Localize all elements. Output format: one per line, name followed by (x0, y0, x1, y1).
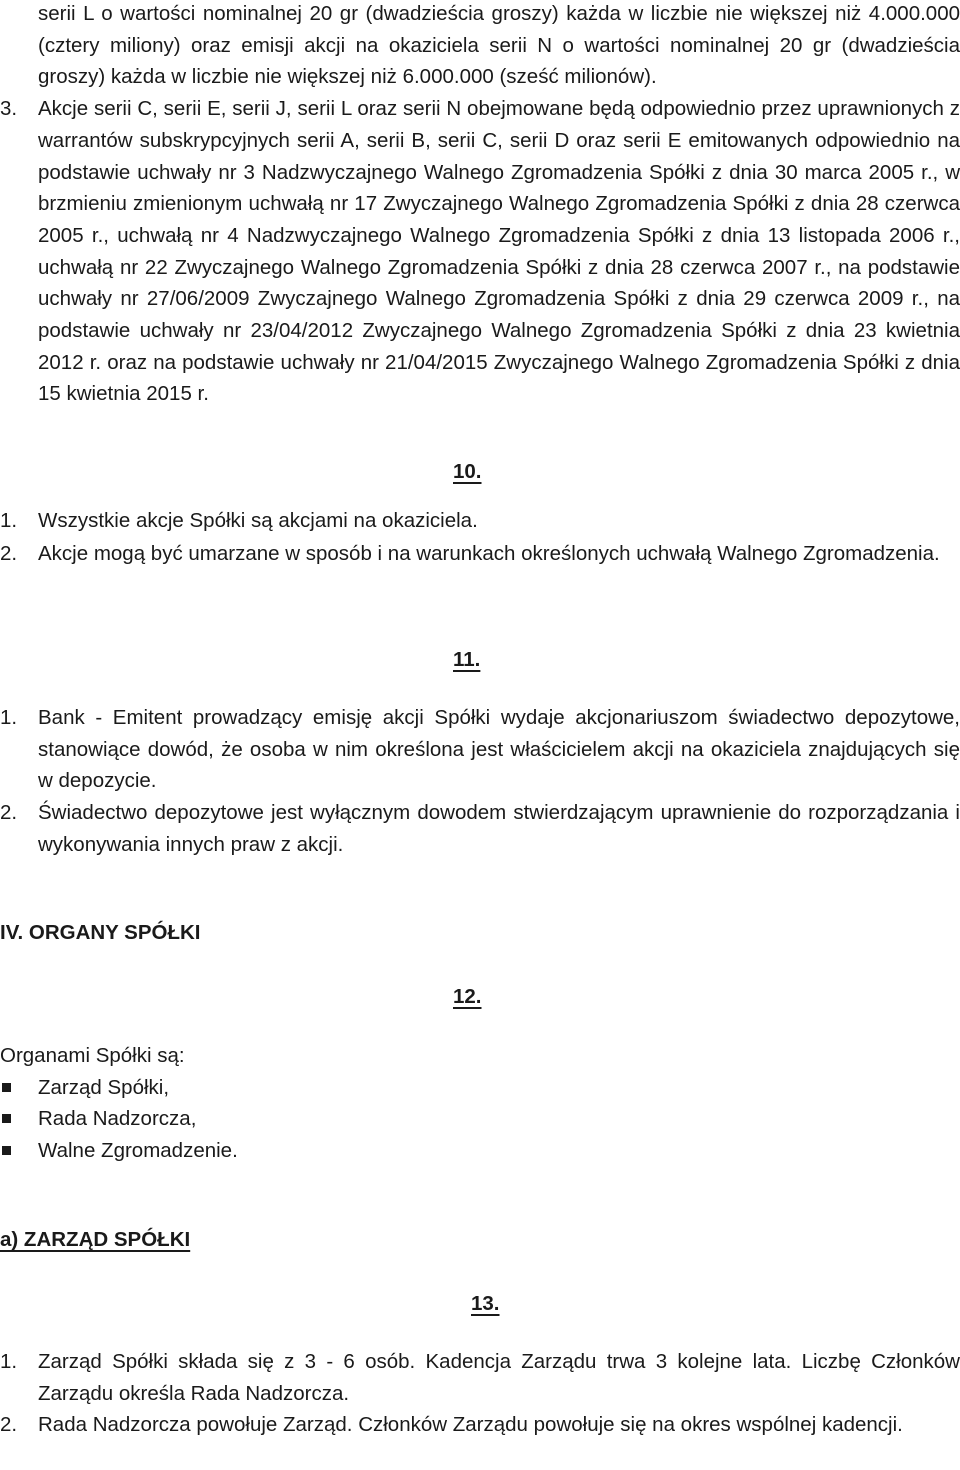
list-item (0, 538, 960, 570)
list-item (0, 702, 960, 797)
bullet-text: Zarząd Spółki, (38, 1075, 170, 1099)
organs-intro: Organami Spółki są: (0, 1044, 185, 1067)
item-number: 2. (0, 1413, 18, 1437)
section-9-continuation (0, 0, 960, 410)
paragraph-number-12: 12. (453, 985, 482, 1008)
square-bullet-icon (2, 1114, 11, 1123)
list-item (0, 93, 960, 410)
item-number: 3. (0, 97, 18, 121)
square-bullet-icon (2, 1146, 11, 1155)
paragraph-number-10: 10. (453, 460, 482, 483)
section-13-list (0, 1346, 960, 1441)
item-number: 1. (0, 1350, 18, 1373)
item-number: 1. (0, 509, 18, 532)
list-item (0, 505, 960, 537)
paragraph-continuation: serii L o wartości nominalnej 20 gr (dwadzieścia groszy) każda w liczbie nie większej niż 4.000.000 (cztery miliony) oraz emisji akcji na okaziciela serii N o wartości nominalnej 20 gr (dwadzieścia groszy) każda w liczbie nie większej niż 6.000.000 (sześć milionów). (38, 2, 960, 89)
item-number: 2. (0, 541, 18, 565)
bullet-text: Walne Zgromadzenie. (38, 1139, 238, 1163)
list-item (0, 1135, 960, 1167)
section-11-list (0, 702, 960, 861)
item-text: Akcje mogą być umarzane w sposób i na warunkach określonych uchwałą Walnego Zgromadzenia. (38, 541, 940, 565)
square-bullet-icon (2, 1083, 11, 1092)
bullet-text: Rada Nadzorcza, (38, 1107, 197, 1131)
item-text: Zarząd Spółki składa się z 3 - 6 osób. Kadencja Zarządu trwa 3 kolejne lata. Liczbę Członków Zarządu określa Rada Nadzorcza. (38, 1350, 960, 1405)
paragraph-number-11: 11. (453, 648, 481, 671)
list-item (0, 1072, 960, 1104)
list-item (0, 1346, 960, 1409)
item-text: Wszystkie akcje Spółki są akcjami na okaziciela. (38, 509, 478, 532)
item-number: 1. (0, 706, 18, 729)
paragraph-number-13: 13. (471, 1292, 500, 1315)
list-item (0, 797, 960, 860)
chapter-heading: IV. ORGANY SPÓŁKI (0, 921, 201, 944)
list-item (0, 1409, 960, 1441)
item-text: Bank - Emitent prowadzący emisję akcji Spółki wydaje akcjonariuszom świadectwo depozytowe, stanowiące dowód, że osoba w nim określona jest właścicielem akcji na okaziciela znajdujących się w depozycie. (38, 706, 960, 793)
list-item (0, 1103, 960, 1135)
item-text: Rada Nadzorcza powołuje Zarząd. Członków Zarządu powołuje się na okres wspólnej kadencji. (38, 1413, 903, 1437)
subsection-heading: a) ZARZĄD SPÓŁKI (0, 1228, 191, 1251)
section-10-list (0, 505, 960, 569)
item-number: 2. (0, 801, 18, 825)
section-12-content (0, 1040, 960, 1167)
item-text: Akcje serii C, serii E, serii J, serii L oraz serii N obejmowane będą odpowiednio przez uprawnionych z warrantów subskrypcyjnych serii A, serii B, serii C, serii D oraz serii E emitowanych odpowiednio na podstawie uchwały nr 3 Nadzwyczajnego Walnego Zgromadzenia Spółki z dnia 30 marca 2005 r., w brzmieniu zmienionym uchwałą nr 17 Zwyczajnego Walnego Zgromadzenia Spółki z dnia 28 czerwca 2005 r., uchwałą nr 4 Nadzwyczajnego Walnego Zgromadzenia Spółki z dnia 13 listopada 2006 r., uchwałą nr 22 Zwyczajnego Walnego Zgromadzenia Spółki z dnia 28 czerwca 2007 r., na podstawie uchwały nr 27/06/2009 Zwyczajnego Walnego Zgromadzenia Spółki z dnia 29 czerwca 2009 r., na podstawie uchwały nr 23/04/2012 Zwyczajnego Walnego Zgromadzenia Spółki z dnia 23 kwietnia 2012 r. oraz na podstawie uchwały nr 21/04/2015 Zwyczajnego Walnego Zgromadzenia Spółki z dnia 15 kwietnia 2015 r. (38, 97, 960, 406)
item-text: Świadectwo depozytowe jest wyłącznym dowodem stwierdzającym uprawnienie do rozporządzania i wykonywania innych praw z akcji. (38, 801, 960, 856)
